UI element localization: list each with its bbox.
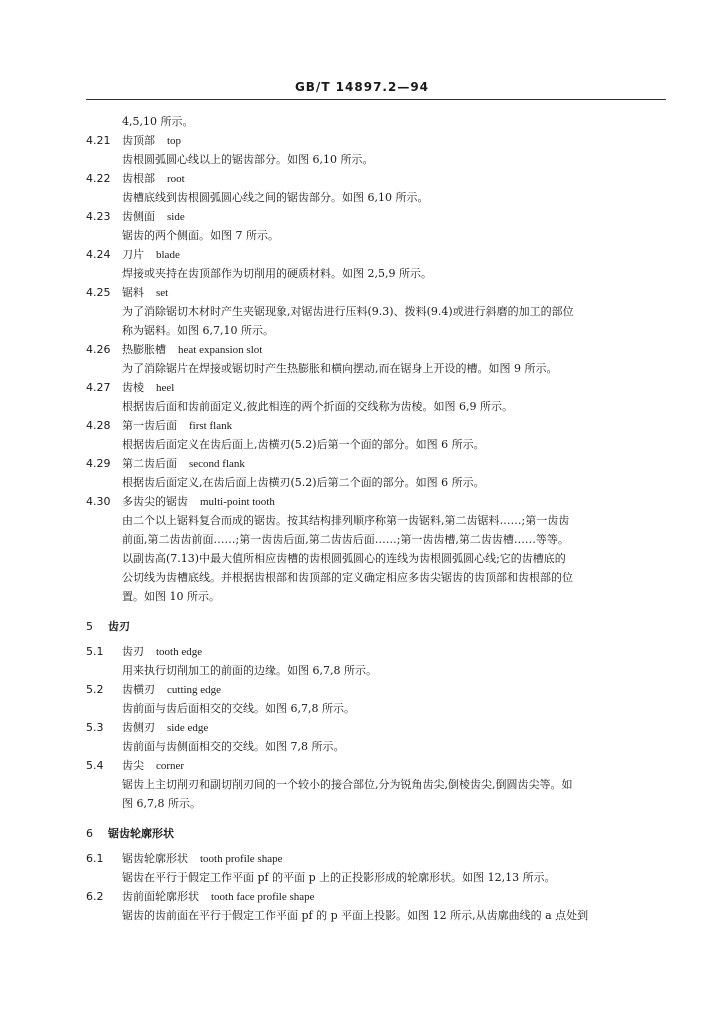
term-entry — [86, 849, 666, 887]
definition-line: 锯齿的两个侧面。如图 7 所示。 — [122, 229, 279, 242]
section-number: 5 — [86, 620, 93, 633]
definition-line: 置。如图 10 所示。 — [122, 590, 220, 603]
term-heading — [86, 756, 666, 775]
term-chinese: 齿尖 — [122, 759, 144, 772]
term-chinese: 刀片 — [122, 248, 144, 261]
document-body — [86, 112, 666, 925]
term-english: root — [167, 173, 185, 185]
definition-line: 根据齿后面定义在齿后面上,齿横刃(5.2)后第一个面的部分。如图 6 所示。 — [122, 438, 485, 451]
term-heading — [86, 849, 666, 868]
term-chinese: 齿侧刃 — [122, 721, 155, 734]
term-chinese: 多齿尖的锯齿 — [122, 495, 188, 508]
term-entry — [86, 283, 666, 340]
term-entry — [86, 642, 666, 680]
clause-number: 4.24 — [86, 248, 111, 261]
definition-line: 由二个以上锯料复合而成的锯齿。按其结构排列顺序称第一齿锯料,第二齿锯料……;第一齿齿 — [122, 514, 570, 527]
term-chinese: 齿根部 — [122, 172, 155, 185]
term-heading — [86, 169, 666, 188]
term-heading — [86, 680, 666, 699]
term-entry — [86, 680, 666, 718]
entries-group-6 — [86, 849, 666, 925]
entries-group-5 — [86, 642, 666, 813]
clause-number: 4.30 — [86, 495, 111, 508]
term-heading — [86, 378, 666, 397]
definition-line: 齿前面与齿侧面相交的交线。如图 7,8 所示。 — [122, 740, 345, 753]
clause-number: 6.1 — [86, 852, 104, 865]
term-english: top — [167, 135, 182, 147]
definition-line: 用来执行切削加工的前面的边缘。如图 6,7,8 所示。 — [122, 664, 377, 677]
term-heading — [86, 283, 666, 302]
term-entry — [86, 340, 666, 378]
clause-number: 4.22 — [86, 172, 111, 185]
clause-number: 4.21 — [86, 134, 111, 147]
term-chinese: 齿顶部 — [122, 134, 155, 147]
entries-group-4 — [86, 131, 666, 606]
section-5-heading — [86, 617, 666, 636]
term-chinese: 第二齿后面 — [122, 457, 177, 470]
term-chinese: 齿侧面 — [122, 210, 155, 223]
term-english: multi-point tooth — [200, 496, 275, 508]
term-heading — [86, 207, 666, 226]
term-entry — [86, 454, 666, 492]
term-english: blade — [156, 249, 180, 261]
term-english: tooth face profile shape — [211, 891, 315, 903]
term-heading — [86, 887, 666, 906]
term-heading — [86, 454, 666, 473]
clause-number: 4.27 — [86, 381, 111, 394]
term-english: heel — [156, 382, 175, 394]
term-chinese: 齿棱 — [122, 381, 144, 394]
clause-number: 4.25 — [86, 286, 111, 299]
term-heading — [86, 492, 666, 511]
term-heading — [86, 340, 666, 359]
section-title: 锯齿轮廓形状 — [108, 827, 174, 840]
clause-number: 5.4 — [86, 759, 104, 772]
clause-number: 5.1 — [86, 645, 104, 658]
term-entry — [86, 756, 666, 813]
term-english: first flank — [189, 420, 233, 432]
definition-line: 锯齿上主切削刃和副切削刃间的一个较小的接合部位,分为锐角齿尖,倒棱齿尖,倒圆齿尖等。如 — [122, 778, 573, 791]
term-entry — [86, 416, 666, 454]
definition-line: 齿前面与齿后面相交的交线。如图 6,7,8 所示。 — [122, 702, 355, 715]
definition-line: 齿根圆弧圆心线以上的锯齿部分。如图 6,10 所示。 — [122, 153, 374, 166]
term-english: corner — [156, 760, 185, 772]
term-chinese: 第一齿后面 — [122, 419, 177, 432]
clause-number: 5.3 — [86, 721, 104, 734]
definition-line: 公切线为齿槽底线。并根据齿根部和齿顶部的定义确定相应多齿尖锯齿的齿顶部和齿根部的位 — [122, 571, 573, 584]
section-number: 6 — [86, 827, 93, 840]
section-title: 齿刃 — [108, 620, 130, 633]
definition-line: 根据齿后面定义,在齿后面上齿横刃(5.2)后第二个面的部分。如图 6 所示。 — [122, 476, 485, 489]
definition-line: 前面,第二齿齿前面……;第一齿齿后面,第二齿齿后面……;第一齿齿槽,第二齿齿槽……等等。 — [122, 533, 569, 546]
term-english: set — [156, 287, 169, 299]
term-english: tooth profile shape — [200, 853, 283, 865]
term-heading — [86, 718, 666, 737]
term-chinese: 齿前面轮廓形状 — [122, 890, 199, 903]
section-6-heading — [86, 824, 666, 843]
definition-line: 锯齿在平行于假定工作平面 pf 的平面 p 上的正投影形成的轮廓形状。如图 12,13 所示。 — [122, 871, 556, 884]
definition-line: 称为锯料。如图 6,7,10 所示。 — [122, 324, 274, 337]
page-header: GB/T 14897.2—94 — [294, 80, 430, 94]
term-entry — [86, 245, 666, 283]
term-chinese: 齿刃 — [122, 645, 144, 658]
term-chinese: 锯料 — [122, 286, 144, 299]
clause-number: 4.26 — [86, 343, 111, 356]
definition-line: 图 6,7,8 所示。 — [122, 797, 201, 810]
term-entry — [86, 718, 666, 756]
term-entry — [86, 131, 666, 169]
term-heading — [86, 642, 666, 661]
term-heading — [86, 245, 666, 264]
definition-line: 为了消除锯片在焊接或锯切时产生热膨胀和横向摆动,而在锯身上开设的槽。如图 9 所示。 — [122, 362, 558, 375]
term-entry — [86, 169, 666, 207]
term-english: cutting edge — [167, 684, 222, 696]
definition-line: 锯齿的齿前面在平行于假定工作平面 pf 的 p 平面上投影。如图 12 所示,从齿廓曲线的 a 点处到 — [122, 909, 589, 922]
term-chinese: 锯齿轮廓形状 — [122, 852, 188, 865]
definition-line: 根据齿后面和齿前面定义,彼此相连的两个折面的交线称为齿棱。如图 6,9 所示。 — [122, 400, 513, 413]
clause-number: 6.2 — [86, 890, 104, 903]
term-chinese: 热膨胀槽 — [122, 343, 166, 356]
term-heading — [86, 416, 666, 435]
clause-number: 4.28 — [86, 419, 111, 432]
definition-line: 以副齿高(7.13)中最大值所相应齿槽的齿根圆弧圆心的连线为齿根圆弧圆心线;它的齿槽底的 — [122, 552, 566, 565]
term-english: tooth edge — [156, 646, 203, 658]
definition-line: 为了消除锯切木材时产生夹锯现象,对锯齿进行压料(9.3)、拨料(9.4)或进行斜磨的加工的部位 — [122, 305, 574, 318]
definition-line: 焊接或夹持在齿顶部作为切削用的硬质材料。如图 2,5,9 所示。 — [122, 267, 432, 280]
term-entry — [86, 887, 666, 925]
term-english: heat expansion slot — [178, 344, 263, 356]
term-entry — [86, 492, 666, 606]
clause-number: 4.23 — [86, 210, 111, 223]
term-chinese: 齿横刃 — [122, 683, 155, 696]
term-english: second flank — [189, 458, 245, 470]
term-heading — [86, 131, 666, 150]
term-entry — [86, 207, 666, 245]
definition-line: 齿槽底线到齿根圆弧圆心线之间的锯齿部分。如图 6,10 所示。 — [122, 191, 429, 204]
term-entry — [86, 378, 666, 416]
clause-number: 4.29 — [86, 457, 111, 470]
header-rule — [86, 99, 666, 100]
continuation-text: 4,5,10 所示。 — [122, 115, 194, 128]
term-english: side edge — [167, 722, 209, 734]
clause-number: 5.2 — [86, 683, 104, 696]
term-english: side — [167, 211, 185, 223]
